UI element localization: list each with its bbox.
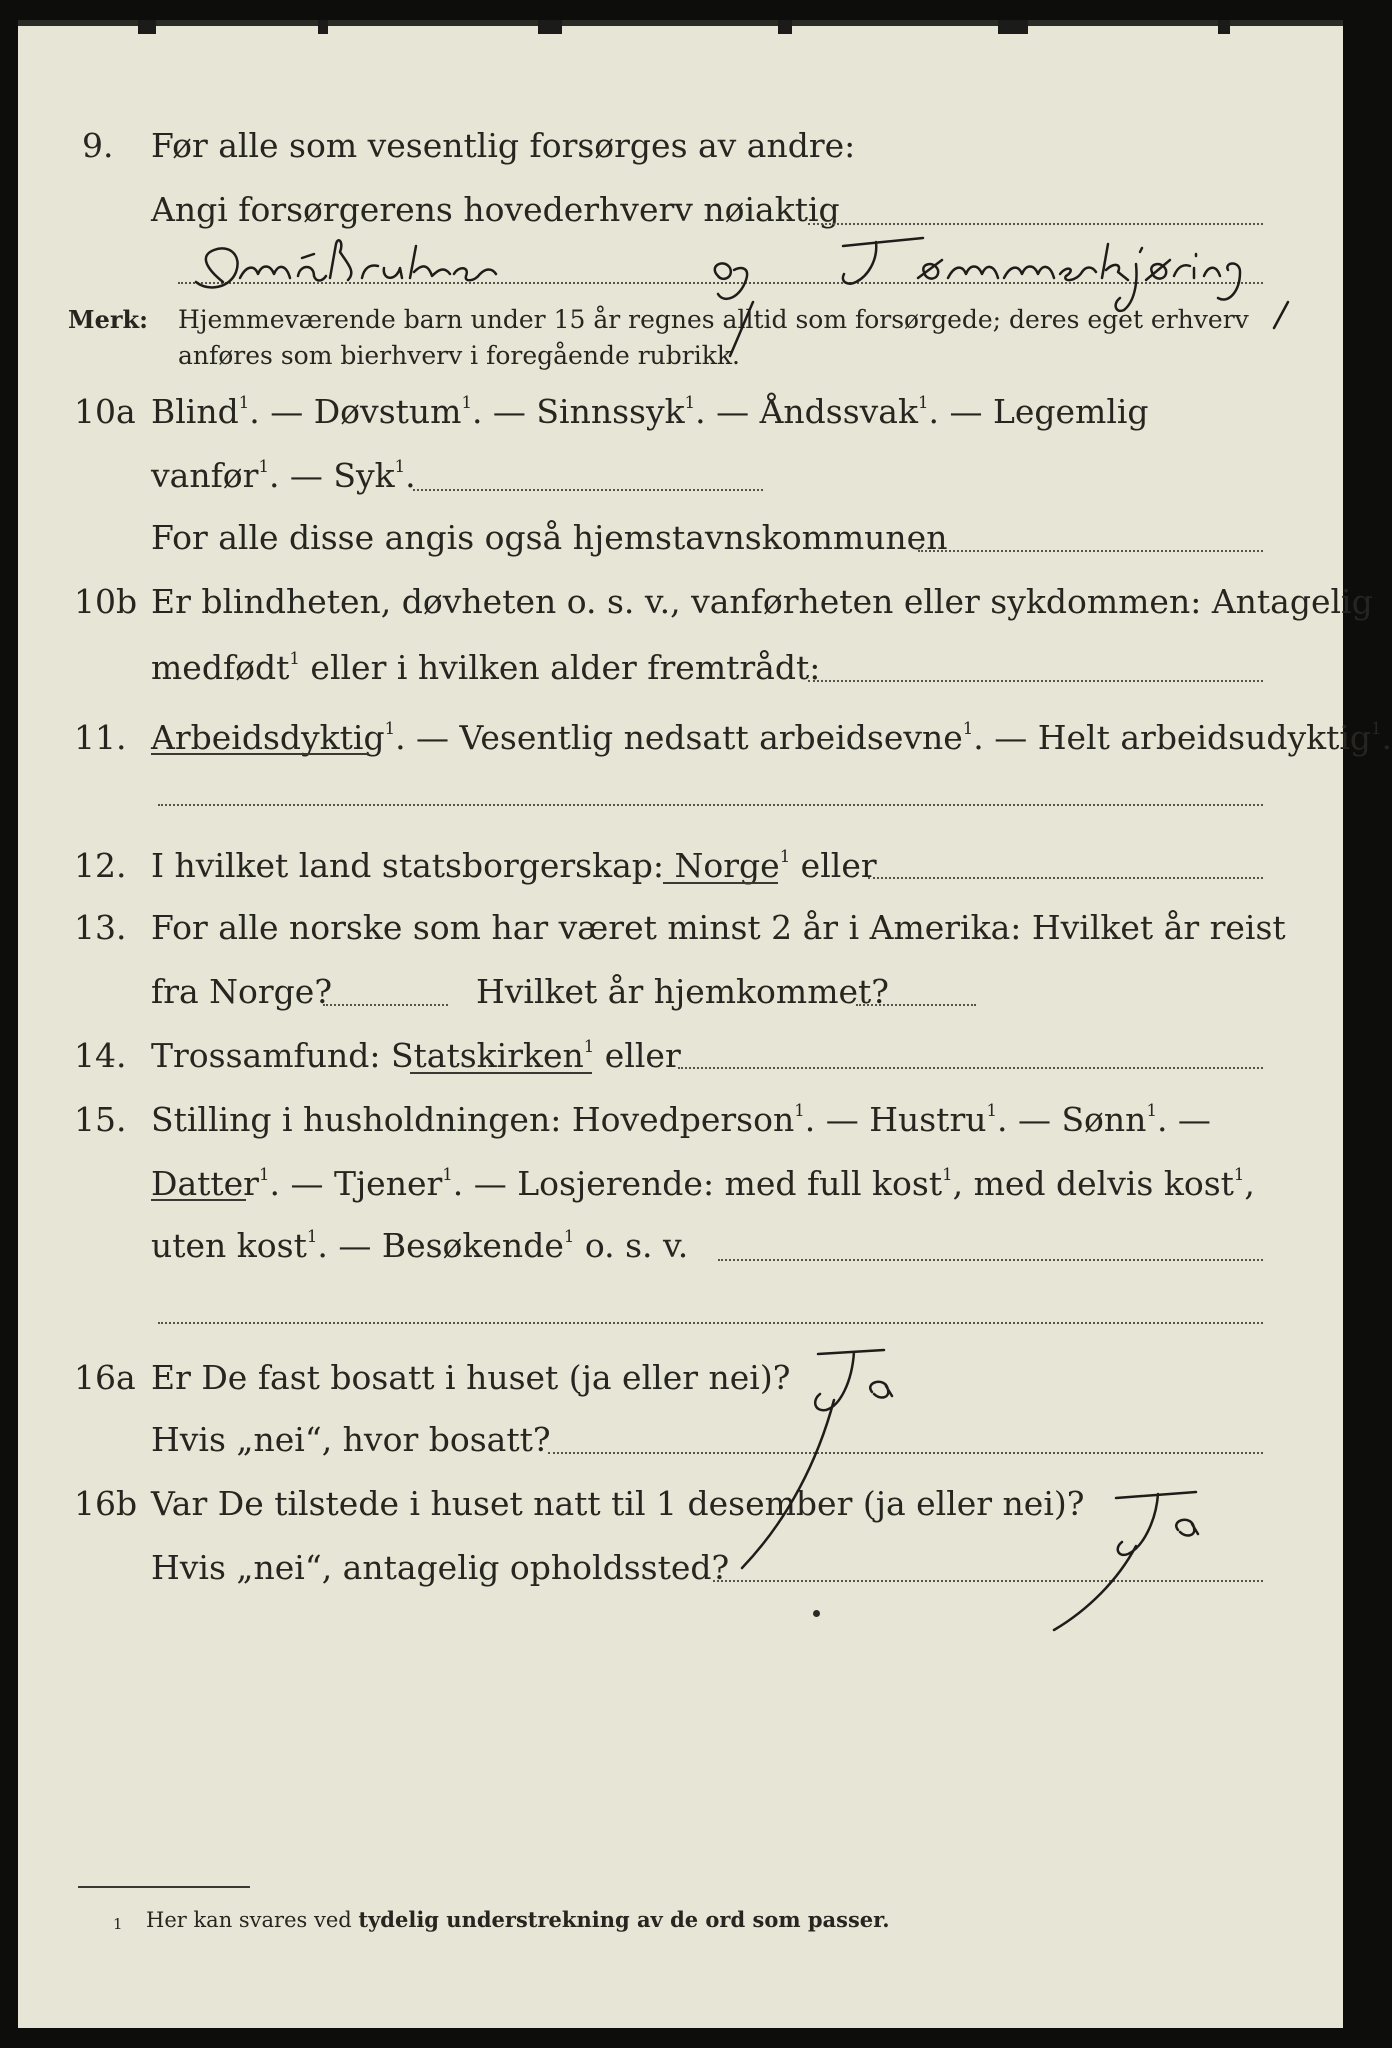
question-12-number: 12. (74, 846, 127, 885)
footnote-ref-marker: 1 (384, 719, 396, 739)
question-13-text-2b: Hvilket år hjemkommet? (476, 972, 889, 1011)
question-9-subtext: Angi forsørgerens hovederhverv nøiaktig (151, 190, 840, 229)
question-10b-text-1: Er blindheten, døvheten o. s. v., vanførheten eller sykdommen: Antagelig (151, 582, 1373, 621)
handwriting-smabruker (196, 238, 1240, 311)
question-16b-text-1: Var De tilstede i huset natt til 1 desember (ja eller nei)? (151, 1484, 1085, 1523)
footnote-ref-marker: 1 (779, 847, 791, 867)
question-15-text-2: Datter$^1$. — Tjener$^1$. — Losjerende: med full kost$^1$, med delvis kost$^1$, (151, 1164, 1255, 1203)
footnote-ref-marker: 1 (986, 1101, 997, 1121)
question-16b-number: 16b (74, 1484, 138, 1523)
handwriting-stroke-merk-2 (1274, 302, 1288, 328)
footnote-ref-marker: 1 (238, 393, 250, 413)
footnote-ref-marker: 1 (794, 1101, 805, 1121)
question-9-text: Før alle som vesentlig forsørges av andre: (151, 126, 856, 165)
question-10a-text-3: For alle disse angis også hjemstavnskommunen (151, 518, 948, 557)
question-13-text-2a: fra Norge? (151, 972, 333, 1011)
footnote-text-regular: Her kan svares ved (146, 1908, 352, 1932)
note-text-line-2: anføres som bierhverv i foregående rubrikk. (178, 341, 740, 370)
footnote-ref-marker: 1 (563, 1227, 575, 1247)
note-label: Merk: (68, 305, 148, 334)
question-16a-number: 16a (74, 1358, 136, 1397)
question-15-text-1: Stilling i husholdningen: Hovedperson$^1$. — Hustru$^1$. — Sønn$^1$. — (151, 1100, 1211, 1139)
question-9-number: 9. (82, 126, 114, 165)
question-10a-number: 10a (74, 392, 136, 431)
handwriting-layer (18, 20, 1343, 2028)
question-15-number: 15. (74, 1100, 127, 1139)
footnote-ref-marker: 1 (1146, 1101, 1157, 1121)
question-16a-text-1: Er De fast bosatt i huset (ja eller nei)? (151, 1358, 791, 1397)
footnote-ref-marker: 1 (684, 393, 696, 413)
question-12-text: I hvilket land statsborgerskap: Norge$^1$ eller (151, 846, 877, 885)
question-14-number: 14. (74, 1036, 127, 1075)
footnote-ref-marker: 1 (258, 1165, 270, 1185)
question-10a-text-2: vanfør$^1$. — Syk$^1$. (151, 456, 416, 495)
question-15-text-3: uten kost$^1$. — Besøkende$^1$ o. s. v. (151, 1226, 689, 1265)
question-16a-text-2: Hvis „nei“, hvor bosatt? (151, 1420, 551, 1459)
handwriting-16b-ja (1054, 1492, 1198, 1630)
footnote-ref-marker: 1 (306, 1227, 318, 1247)
census-form-page (18, 20, 1392, 2028)
footnote-ref-marker: 1 (917, 393, 929, 413)
footnote-ref-marker: 1 (461, 393, 472, 413)
question-10b-text-2: medfødt$^1$ eller i hvilken alder fremtrådt: (151, 648, 821, 687)
footnote-text-bold: tydelig understrekning av de ord som passer. (358, 1907, 890, 1932)
footnote-ref-marker: 1 (1371, 719, 1382, 739)
footnote-ref-marker: 1 (394, 457, 406, 477)
question-14-text: Trossamfund: Statskirken$^1$ eller (151, 1036, 681, 1075)
note-text-line-1: Hjemmeværende barn under 15 år regnes alltid som forsørgede; deres eget erhverv (178, 305, 1249, 334)
footnote-ref-marker: 1 (1233, 1165, 1245, 1185)
footnote-ref-marker: 1 (962, 719, 974, 739)
question-10a-text-1: Blind$^1$. — Døvstum$^1$. — Sinnssyk$^1$. — Åndssvak$^1$. — Legemlig (151, 392, 1149, 431)
question-10b-number: 10b (74, 582, 138, 621)
footnote-ref-marker: 1 (583, 1037, 595, 1057)
handwriting-16a-ja (742, 1350, 892, 1568)
footnote-ref-marker: 1 (942, 1165, 953, 1185)
footnote-ref-marker: 1 (258, 457, 269, 477)
question-11-number: 11. (74, 718, 127, 757)
handwriting-stroke-merk (730, 302, 753, 356)
question-16b-text-2: Hvis „nei“, antagelig opholdssted? (151, 1548, 730, 1587)
question-13-text-1: For alle norske som har været minst 2 år i Amerika: Hvilket år reist (151, 908, 1286, 947)
question-11-text: Arbeidsdyktig$^1$. — Vesentlig nedsatt arbeidsevne$^1$. — Helt arbeidsudyktig$^1$. (151, 718, 1392, 757)
footnote-ref-marker: 1 (289, 649, 300, 669)
footnote-marker: 1 (113, 1915, 123, 1933)
footnote-ref-marker: 1 (442, 1165, 453, 1185)
question-13-number: 13. (74, 908, 127, 947)
